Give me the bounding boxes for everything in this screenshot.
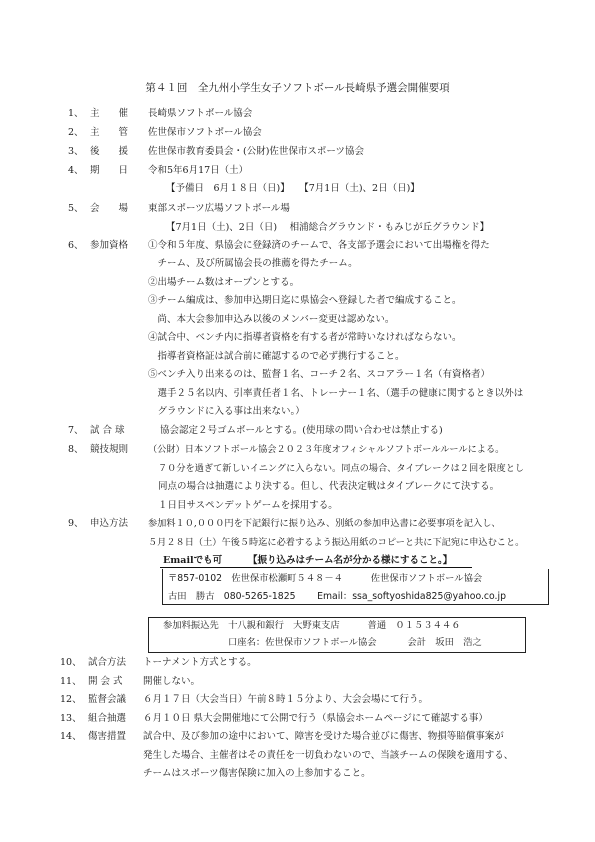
- email-ok-note: Emailでも可: [163, 555, 223, 566]
- item-5-alt-venue: 【7月1日（土)、2日（日) 相浦総合グラウンド・もみじが丘グラウンド】: [166, 222, 490, 233]
- item-3-text: 佐世保市教育委員会・(公財)佐世保市スポーツ協会: [148, 146, 365, 157]
- item-14-label: 傷害措置: [88, 731, 127, 742]
- item-2-label: 主 管: [90, 127, 129, 138]
- item-6-line-2: チーム、及び所属協会長の推薦を得たチーム。: [148, 258, 358, 269]
- item-7-label: 試 合 球: [90, 425, 125, 436]
- item-5-text: 東部スポーツ広場ソフトボール場: [148, 203, 290, 214]
- item-5-number: 5、: [68, 203, 84, 214]
- item-1-label: 主 催: [90, 108, 129, 119]
- document-title: 第４１回 全九州小学生女子ソフトボール長崎県予選会開催要項: [145, 82, 450, 94]
- item-13-number: 13、: [60, 713, 82, 724]
- contact-phone-email: 古田 勝古 080-5265-1825 Email：ssa_softyoshida825@yahoo.co.jp: [168, 591, 506, 602]
- item-8-line-1: （公財）日本ソフトボール協会２０２３年度オフィシャルソフトボールルールによる。: [148, 444, 505, 455]
- item-6-number: 6、: [68, 240, 84, 251]
- item-8-line-4: １日目サスペンデットゲームを採用する。: [158, 500, 338, 511]
- item-11-text: 開催しない。: [143, 676, 201, 687]
- item-6-line-7: 指導者資格証は試合前に確認するので必ず携行すること。: [148, 351, 405, 362]
- item-6-line-8: ⑤ベンチ入り出来るのは、監督１名、コーチ２名、スコアラー１名（有資格者）: [148, 369, 491, 380]
- bank-account: 参加料振込先 十八親和銀行 大野東支店 普通 ０１５３４４６: [163, 620, 461, 631]
- item-6-line-6: ④試合中、ベンチ内に指導者資格を有する者が常時いなければならない。: [148, 332, 462, 343]
- item-12-text: ６月１７日（大会当日）午前８時１５分より、大会会場にて行う。: [143, 694, 429, 705]
- payment-name-note: 【振り込みはチーム名が分かる様にすること。】: [248, 555, 453, 566]
- item-7-number: 7、: [68, 425, 84, 436]
- item-11-number: 11、: [60, 676, 82, 687]
- item-8-line-3: 同点の場合は抽選により決する。但し、代表決定戦はタイブレークにて決する。: [158, 481, 500, 492]
- item-14-line-1: 試合中、及び参加の途中において、障害を受けた場合並びに傷害、物損等賠償事案が: [143, 731, 504, 742]
- item-6-line-1: ①令和５年度、県協会に登録済のチームで、各支部予選会において出場権を得た: [148, 240, 490, 251]
- item-8-label: 競技規則: [90, 444, 129, 455]
- item-6-label: 参加資格: [90, 240, 129, 251]
- item-14-line-3: チームはスポーツ傷害保険に加入の上参加すること。: [143, 768, 371, 779]
- item-8-line-2: ７０分を過ぎて新しいイニングに入らない。同点の場合、タイブレークは２回を限度とし: [158, 463, 525, 474]
- item-5-label: 会 場: [90, 203, 129, 214]
- item-10-number: 10、: [60, 657, 82, 668]
- item-6-line-9: 選手２５名以内、引率責任者１名、トレーナー１名、（選手の健康に関するとき以外は: [148, 388, 524, 399]
- bank-account-name: 口座名：佐世保市ソフトボール協会 会計 坂田 浩之: [228, 637, 482, 648]
- item-3-number: 3、: [68, 146, 84, 157]
- item-2-number: 2、: [68, 127, 84, 138]
- item-9-number: 9、: [68, 518, 84, 529]
- item-3-label: 後 援: [90, 146, 129, 157]
- item-6-line-4: ③チーム編成は、参加申込期日迄に県協会へ登録した者で編成すること。: [148, 295, 462, 306]
- item-10-label: 試合方法: [88, 657, 127, 668]
- item-9-line-1: 参加料１０,０００円を下記銀行に振り込み、別紙の参加申込書に必要事項を記入し、: [148, 518, 501, 529]
- item-6-line-3: ②出場チーム数はオープンとする。: [148, 277, 300, 288]
- item-4-label: 期 日: [90, 165, 129, 176]
- item-2-text: 佐世保市ソフトボール協会: [148, 127, 262, 138]
- item-4-number: 4、: [68, 165, 84, 176]
- item-8-number: 8、: [68, 444, 84, 455]
- email-note-underline: [160, 567, 472, 568]
- item-14-line-2: 発生した場合、主催者はその責任を一切負わないので、当該チームの保険を適用する、: [143, 750, 514, 761]
- item-9-label: 申込方法: [90, 518, 129, 529]
- item-11-label: 開 会 式: [88, 676, 123, 687]
- item-4-text: 令和5年6月17日（土）: [148, 165, 249, 176]
- item-4-reserve-dates: 【予備日 6月１８日（日)】 【7月1日（土)、2日（日)】: [166, 183, 420, 194]
- item-7-text: 協会認定２号ゴムボールとする。(使用球の問い合わせは禁止する): [160, 425, 443, 436]
- item-6-line-10: グラウンドに入る事は出来ない。）: [148, 406, 305, 417]
- contact-address: 〒857-0102 佐世保市松瀬町５４８－４ 佐世保市ソフトボール協会: [168, 573, 483, 584]
- item-9-line-2: ５月２８日（土）午後５時迄に必着するよう振込用紙のコピーと共に下記宛に申込むこと。: [148, 537, 525, 548]
- item-13-text: ６月１０日 県大会開催地にて公開で行う（県協会ホームページにて確認する事）: [143, 713, 488, 724]
- item-13-label: 組合抽選: [88, 713, 127, 724]
- item-12-label: 監督会議: [88, 694, 127, 705]
- item-12-number: 12、: [60, 694, 82, 705]
- item-1-number: 1、: [68, 108, 84, 119]
- item-6-line-5: 尚、本大会参加申込み以後のメンバー変更は認めない。: [148, 314, 395, 325]
- item-10-text: トーナメント方式とする。: [143, 657, 257, 668]
- item-1-text: 長崎県ソフトボール協会: [148, 108, 253, 119]
- item-14-number: 14、: [60, 731, 82, 742]
